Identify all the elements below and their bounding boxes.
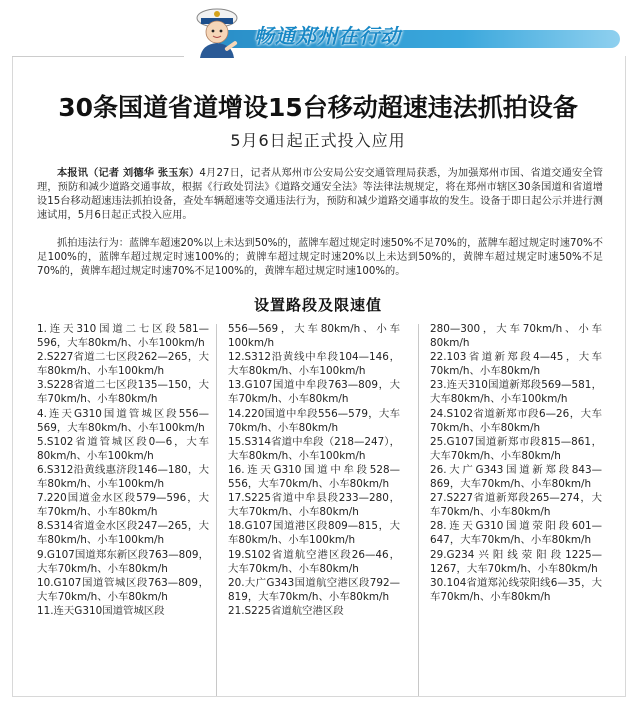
article-title: 30条国道省道增设15台移动超速违法抓拍设备	[58, 93, 578, 122]
list-item: 11.连天G310国道管城区段	[37, 604, 165, 617]
list-item: 16.连天G310国道中牟段528—556，大车70km/h、小车80km/h	[228, 463, 400, 491]
violation-paragraph: 抓拍违法行为：蓝牌车超速20%以上未达到50%的，蓝牌车超过规定时速50%不足70%的，蓝牌车超过规定时速70%不足100%的，蓝牌车超过规定时速100%的；黄牌车超过规定时速20%以上未达到50%的，黄牌车超过规定时速50%不足70%的，黄牌车超过规定时速70%不足100%的，黄牌车超过规定时速100%的。	[37, 238, 603, 277]
road-list-column-2	[228, 322, 400, 618]
list-item: 17.S225省道中牟县段233—280，大车70km/h、小车80km/h	[228, 492, 400, 519]
list-item: 6.S312沿黄线惠济段146—180，大车80km/h、小车100km/h	[37, 463, 209, 491]
list-item: 3.S228省道二七区段135—150，大车70km/h、小车80km/h	[37, 379, 209, 406]
list-item: 280—300，大车70km/h、小车80km/h	[430, 323, 602, 350]
road-list-column-1	[37, 322, 209, 618]
list-item: 28.连天G310国道荥阳段601—647，大车70km/h、小车80km/h	[430, 520, 602, 547]
list-item: 22.103省道新郑段4—45，大车70km/h、小车80km/h	[430, 351, 602, 378]
road-list-column-3	[430, 322, 602, 604]
frame-top-left	[12, 56, 184, 57]
list-item: 29.G234兴阳线荥阳段1225—1267，大车70km/h、小车80km/h	[430, 548, 602, 575]
list-item: 21.S225省道航空港区段	[228, 604, 344, 617]
list-item: 9.G107国道郑东新区段763—809，大车70km/h、小车80km/h	[37, 548, 209, 575]
lead-byline: （记者 刘德华 张玉东）	[88, 168, 200, 179]
list-item: 30.104省道郑沁线荥阳线6—35，大车70km/h、小车80km/h	[430, 576, 602, 603]
section-title: 设置路段及限速值	[253, 296, 382, 314]
column-divider	[418, 324, 419, 696]
list-item: 2.S227省道二七区段262—265，大车80km/h、小车100km/h	[37, 351, 209, 378]
list-item: 10.G107国道管城区段763—809，大车70km/h、小车80km/h	[37, 576, 209, 603]
lead-label: 本报讯	[57, 168, 89, 179]
list-item: 13.G107国道中牟段763—809，大车70km/h、小车80km/h	[228, 379, 400, 406]
article-subtitle: 5月6日起正式投入应用	[230, 131, 406, 150]
list-item: 24.S102省道新郑市段6—26，大车70km/h、小车80km/h	[430, 407, 602, 434]
list-item: 15.S314省道中牟段（218—247），大车80km/h、小车100km/h	[228, 435, 400, 462]
traffic-police-mascot-icon	[186, 4, 248, 58]
list-item: 8.S314省道金水区段247—265，大车80km/h、小车100km/h	[37, 520, 209, 547]
list-item: 4.连天G310国道管城区段556—569，大车80km/h、小车100km/h	[37, 407, 209, 434]
list-item: 25.G107国道新郑市段815—861，大车70km/h、小车80km/h	[430, 435, 602, 462]
list-item: 23.连天310国道新郑段569—581，大车80km/h、小车100km/h	[430, 379, 602, 406]
list-item: 12.S312沿黄线中牟段104—146，大车80km/h、小车100km/h	[228, 351, 400, 378]
list-item: 27.S227省道新郑段265—274，大车70km/h、小车80km/h	[430, 492, 602, 519]
list-item: 26.大广G343国道新郑段843—869，大车70km/h、小车80km/h	[430, 463, 602, 491]
lead-paragraph	[37, 167, 603, 223]
list-item: 19.S102省道航空港区段26—46，大车70km/h、小车80km/h	[228, 548, 400, 575]
column-divider	[216, 324, 217, 696]
list-item: 1.连天310国道二七区段581—596，大车80km/h、小车100km/h	[37, 323, 209, 350]
list-item: 7.220国道金水区段579—596，大车70km/h、小车80km/h	[37, 492, 209, 519]
banner-title: 畅通郑州在行动	[254, 24, 401, 48]
list-item: 14.220国道中牟段556—579，大车70km/h、小车80km/h	[228, 407, 400, 434]
list-item: 18.G107国道港区段809—815，大车80km/h、小车100km/h	[228, 520, 400, 547]
list-item: 5.S102省道管城区段0—6，大车80km/h、小车100km/h	[37, 435, 209, 462]
lead-text: 4月27日，记者从郑州市公安局公安交通管理局获悉，为加强郑州市国、省道交通安全管理，预防和减少道路交通事故，根据《行政处罚法》《道路交通安全法》等法律法规规定，将在郑州市辖区30条国道和省道增设15台移动超速违法抓拍设备，查处车辆超速等交通违法行为，预防和减少道路交通事故的发生。设备于即日起公示并进行测速试用，5月6日起正式投入应用。	[37, 168, 603, 221]
list-item: 556—569，大车80km/h、小车100km/h	[228, 323, 400, 350]
list-item: 20.大广G343国道航空港区段792—819，大车70km/h、小车80km/h	[228, 576, 400, 603]
